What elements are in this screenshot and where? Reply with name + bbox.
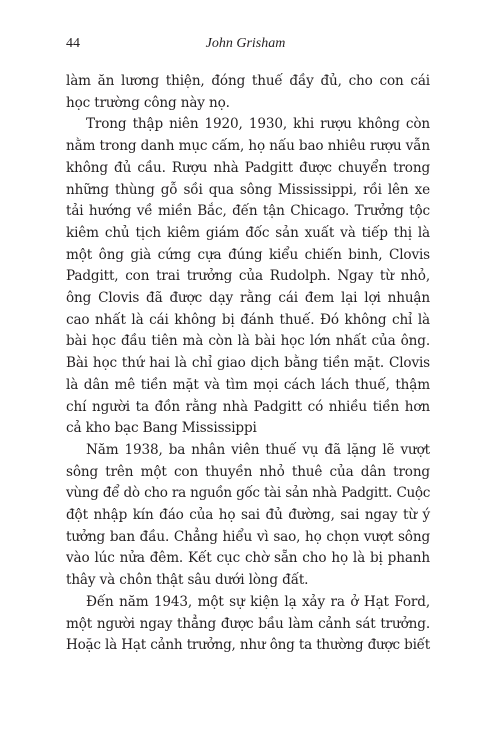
page-header bbox=[66, 34, 425, 54]
page-number: 44 bbox=[66, 36, 80, 51]
text-line: tưởng ban đầu. Chẳng hiểu vì sao, họ chọn vượt sông bbox=[66, 528, 430, 545]
text-line: tải hướng về miền Bắc, đến tận Chicago. Trưởng tộc bbox=[66, 203, 430, 220]
text-line: một người ngay thẳng được bầu làm cảnh sát trưởng. bbox=[66, 615, 430, 632]
text-line: Năm 1938, ba nhân viên thuế vụ đã lặng lẽ vượt bbox=[86, 441, 430, 458]
text-line: Trong thập niên 1920, 1930, khi rượu không còn bbox=[86, 116, 430, 133]
text-line: nằm trong danh mục cấm, họ nấu bao nhiêu rượu vẫn bbox=[66, 138, 430, 155]
text-line: Padgitt, con trai trưởng của Rudolph. Ngay từ nhỏ, bbox=[66, 268, 430, 285]
text-line: thây và chôn thật sâu dưới lòng đất. bbox=[66, 572, 309, 589]
text-line: không đủ cầu. Rượu nhà Padgitt được chuyển trong bbox=[66, 159, 430, 176]
text-line: Bài học thứ hai là chỉ giao dịch bằng tiền mặt. Clovis bbox=[66, 355, 430, 372]
text-line: sông trên một con thuyền nhỏ thuê của dân trong bbox=[66, 463, 430, 480]
paragraph bbox=[66, 71, 430, 114]
text-line: vùng để dò cho ra nguồn gốc tài sản nhà Padgitt. Cuộc bbox=[66, 485, 430, 502]
paragraph bbox=[66, 440, 430, 592]
text-line: Đến năm 1943, một sự kiện lạ xảy ra ở Hạt Ford, bbox=[86, 593, 430, 610]
text-line: những thùng gỗ sồi qua sông Mississippi, rồi lên xe bbox=[66, 181, 430, 198]
text-line: vào lúc nửa đêm. Kết cục chờ sẵn cho họ là bị phanh bbox=[66, 550, 430, 567]
body-text bbox=[66, 71, 430, 657]
text-line: chí người ta đồn rằng nhà Padgitt có nhiều tiền hơn bbox=[66, 398, 430, 415]
text-line: một ông già cứng cựa đúng kiểu chiến binh, Clovis bbox=[66, 246, 430, 263]
text-line: đột nhập kín đáo của họ sai đủ đường, sai ngay từ ý bbox=[66, 507, 430, 524]
paragraph bbox=[66, 592, 430, 657]
text-line: Hoặc là Hạt cảnh trưởng, như ông ta thường được biết bbox=[66, 637, 430, 654]
text-line: ông Clovis đã được dạy rằng cái đem lại lợi nhuận bbox=[66, 290, 430, 307]
text-line: học trường công này nọ. bbox=[66, 94, 230, 111]
text-line: cả kho bạc Bang Mississippi bbox=[66, 420, 257, 437]
text-line: làm ăn lương thiện, đóng thuế đầy đủ, cho con cái bbox=[66, 73, 430, 89]
text-line: kiêm chủ tịch kiêm giám đốc sản xuất và tiếp thị là bbox=[66, 224, 430, 241]
text-line: cao nhất là cái không bị đánh thuế. Đó không chỉ là bbox=[66, 311, 430, 328]
paragraph bbox=[66, 114, 430, 440]
text-line: bài học đầu tiên mà còn là bài học lớn nhất của ông. bbox=[66, 333, 430, 350]
text-line: là dân mê tiền mặt và tìm mọi cách lách thuế, thậm bbox=[66, 376, 430, 393]
running-head: John Grisham bbox=[205, 36, 286, 51]
